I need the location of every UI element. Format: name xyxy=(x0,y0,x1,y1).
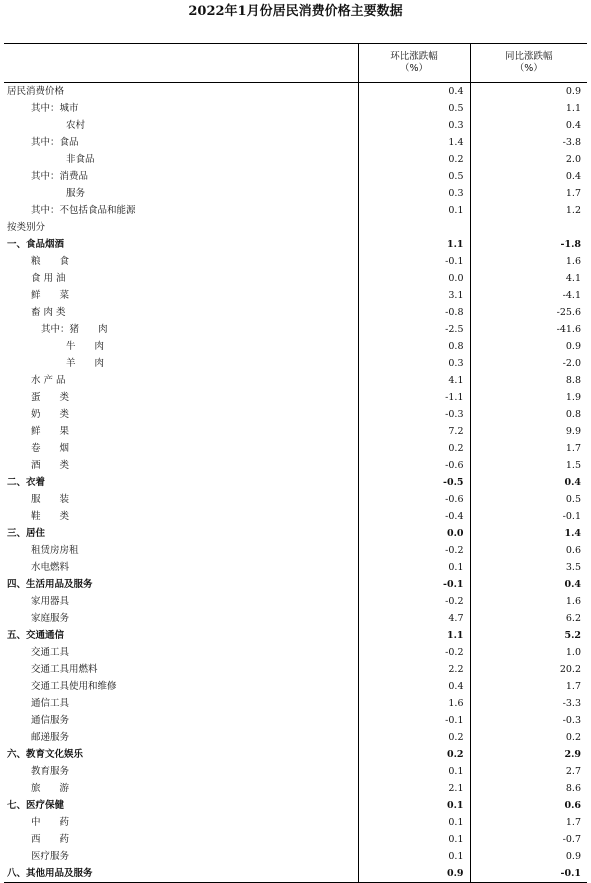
mom-value: -0.2 xyxy=(358,542,470,559)
mom-value: 4.7 xyxy=(358,610,470,627)
row-label: 服 装 xyxy=(31,494,70,505)
yoy-value: 0.6 xyxy=(470,542,587,559)
mom-column-header xyxy=(358,44,470,83)
table-row xyxy=(4,304,587,321)
mom-value: 4.1 xyxy=(358,372,470,389)
row-label: 食 用 油 xyxy=(31,273,66,284)
mom-value: 0.1 xyxy=(358,831,470,848)
yoy-value: 0.4 xyxy=(470,168,587,185)
row-label: 其中：食品 xyxy=(31,137,79,148)
yoy-value: 1.7 xyxy=(470,678,587,695)
mom-value: 0.1 xyxy=(358,202,470,219)
table-row xyxy=(4,746,587,763)
row-label: 通信服务 xyxy=(31,715,70,726)
mom-value: 0.8 xyxy=(358,338,470,355)
mom-value: -0.2 xyxy=(358,593,470,610)
yoy-value: 0.4 xyxy=(470,474,587,491)
mom-value: 0.2 xyxy=(358,440,470,457)
mom-value: -0.1 xyxy=(358,576,470,593)
mom-value: 0.2 xyxy=(358,151,470,168)
mom-value: 0.5 xyxy=(358,100,470,117)
mom-value: 0.3 xyxy=(358,185,470,202)
yoy-value: 8.6 xyxy=(470,780,587,797)
table-row xyxy=(4,219,587,236)
row-label: 蛋 类 xyxy=(31,392,70,403)
table-row xyxy=(4,457,587,474)
yoy-value: 2.9 xyxy=(470,746,587,763)
row-label: 鲜 菜 xyxy=(31,290,70,301)
mom-value: 3.1 xyxy=(358,287,470,304)
table-row xyxy=(4,525,587,542)
row-label: 牛 肉 xyxy=(66,341,105,352)
mom-value: 0.2 xyxy=(358,746,470,763)
row-label: 酒 类 xyxy=(31,460,70,471)
table-row xyxy=(4,134,587,151)
table-row xyxy=(4,763,587,780)
row-label: 卷 烟 xyxy=(31,443,70,454)
item-column-header xyxy=(4,44,358,83)
table-row xyxy=(4,508,587,525)
row-label: 其中：消费品 xyxy=(31,171,89,182)
table-row xyxy=(4,576,587,593)
yoy-value: 0.9 xyxy=(470,338,587,355)
cpi-data-table xyxy=(4,43,587,883)
yoy-value: 0.4 xyxy=(470,117,587,134)
table-row xyxy=(4,491,587,508)
mom-value: 2.1 xyxy=(358,780,470,797)
yoy-value: 8.8 xyxy=(470,372,587,389)
yoy-value: 2.0 xyxy=(470,151,587,168)
table-row xyxy=(4,729,587,746)
yoy-value: 0.5 xyxy=(470,491,587,508)
row-label: 鞋 类 xyxy=(31,511,70,522)
table-header xyxy=(4,44,587,83)
header-row xyxy=(4,44,587,83)
row-label: 二、衣着 xyxy=(7,477,46,488)
table-row xyxy=(4,389,587,406)
mom-value: -1.1 xyxy=(358,389,470,406)
table-row xyxy=(4,848,587,865)
row-label: 租赁房房租 xyxy=(31,545,79,556)
mom-value: 7.2 xyxy=(358,423,470,440)
row-label: 水 产 品 xyxy=(31,375,66,386)
mom-value: 1.6 xyxy=(358,695,470,712)
row-label: 中 药 xyxy=(31,817,70,828)
row-label: 非食品 xyxy=(66,154,95,165)
yoy-value: -3.3 xyxy=(470,695,587,712)
yoy-value: -41.6 xyxy=(470,321,587,338)
row-label: 服务 xyxy=(66,188,86,199)
yoy-column-header xyxy=(470,44,587,83)
table-row xyxy=(4,542,587,559)
yoy-value: 1.5 xyxy=(470,457,587,474)
yoy-value xyxy=(470,219,587,236)
yoy-value: -25.6 xyxy=(470,304,587,321)
mom-value: -0.2 xyxy=(358,644,470,661)
row-label: 六、教育文化娱乐 xyxy=(7,749,84,760)
mom-value: 0.3 xyxy=(358,355,470,372)
table-row xyxy=(4,474,587,491)
table-row xyxy=(4,202,587,219)
yoy-value: -1.8 xyxy=(470,236,587,253)
yoy-value: 1.7 xyxy=(470,814,587,831)
table-row xyxy=(4,644,587,661)
yoy-value: 9.9 xyxy=(470,423,587,440)
mom-value: 0.5 xyxy=(358,168,470,185)
row-label: 交通工具使用和维修 xyxy=(31,681,117,692)
row-label: 居民消费价格 xyxy=(7,86,65,97)
row-label: 按类别分 xyxy=(7,222,46,233)
row-label: 家庭服务 xyxy=(31,613,70,624)
yoy-value: 20.2 xyxy=(470,661,587,678)
table-row xyxy=(4,253,587,270)
yoy-value: 1.1 xyxy=(470,100,587,117)
yoy-value: 1.0 xyxy=(470,644,587,661)
row-label: 四、生活用品及服务 xyxy=(7,579,93,590)
mom-value: 0.3 xyxy=(358,117,470,134)
row-label: 交通工具用燃料 xyxy=(31,664,98,675)
table-row xyxy=(4,100,587,117)
mom-value: 0.1 xyxy=(358,814,470,831)
row-label: 八、其他用品及服务 xyxy=(4,865,358,883)
table-row xyxy=(4,236,587,253)
table-row xyxy=(4,695,587,712)
yoy-value: 0.9 xyxy=(470,848,587,865)
table-row xyxy=(4,168,587,185)
row-label: 医疗服务 xyxy=(31,851,70,862)
yoy-value: -0.1 xyxy=(470,508,587,525)
table-row xyxy=(4,83,587,101)
row-label: 五、交通通信 xyxy=(7,630,65,641)
mom-value: 1.1 xyxy=(358,236,470,253)
mom-value: 0.0 xyxy=(358,525,470,542)
table-row xyxy=(4,678,587,695)
mom-header-label: 环比涨跌幅 xyxy=(390,51,438,62)
mom-value: -0.6 xyxy=(358,457,470,474)
row-label: 交通工具 xyxy=(31,647,70,658)
yoy-header-unit: （%） xyxy=(514,63,543,74)
row-label: 家用器具 xyxy=(31,596,70,607)
row-label: 西 药 xyxy=(31,834,70,845)
table-row xyxy=(4,831,587,848)
yoy-value: 3.5 xyxy=(470,559,587,576)
mom-value: 0.2 xyxy=(358,729,470,746)
yoy-value: 1.9 xyxy=(470,389,587,406)
mom-value: 1.1 xyxy=(358,627,470,644)
yoy-value: 1.2 xyxy=(470,202,587,219)
mom-value: 0.0 xyxy=(358,270,470,287)
table-row xyxy=(4,559,587,576)
mom-header-unit: （%） xyxy=(399,63,429,74)
yoy-value: 1.4 xyxy=(470,525,587,542)
table-row xyxy=(4,797,587,814)
mom-value: -0.4 xyxy=(358,508,470,525)
yoy-value: 0.8 xyxy=(470,406,587,423)
row-label: 旅 游 xyxy=(31,783,70,794)
mom-value: 0.4 xyxy=(358,678,470,695)
yoy-value: 5.2 xyxy=(470,627,587,644)
mom-value: -0.5 xyxy=(358,474,470,491)
yoy-value: -0.1 xyxy=(470,865,587,883)
yoy-value: 2.7 xyxy=(470,763,587,780)
table-row xyxy=(4,661,587,678)
table-body xyxy=(4,83,587,883)
mom-value: 0.9 xyxy=(358,865,470,883)
table-row xyxy=(4,780,587,797)
row-label: 其中：城市 xyxy=(31,103,79,114)
yoy-value: -0.7 xyxy=(470,831,587,848)
mom-value: -2.5 xyxy=(358,321,470,338)
table-row xyxy=(4,287,587,304)
row-label: 羊 肉 xyxy=(66,358,105,369)
yoy-value: -3.8 xyxy=(470,134,587,151)
yoy-value: 0.2 xyxy=(470,729,587,746)
row-label: 粮 食 xyxy=(31,256,70,267)
row-label: 教育服务 xyxy=(31,766,70,777)
table-row xyxy=(4,423,587,440)
mom-value: 0.4 xyxy=(358,83,470,101)
row-label: 三、居住 xyxy=(7,528,46,539)
mom-value: -0.1 xyxy=(358,712,470,729)
yoy-value: 0.4 xyxy=(470,576,587,593)
table-row xyxy=(4,151,587,168)
row-label: 七、医疗保健 xyxy=(7,800,65,811)
yoy-value: 4.1 xyxy=(470,270,587,287)
table-row xyxy=(4,321,587,338)
yoy-value: -2.0 xyxy=(470,355,587,372)
row-label: 其中：不包括食品和能源 xyxy=(31,205,136,216)
mom-value: -0.8 xyxy=(358,304,470,321)
row-label: 邮递服务 xyxy=(31,732,70,743)
yoy-value: 6.2 xyxy=(470,610,587,627)
table-row xyxy=(4,712,587,729)
table-row xyxy=(4,865,587,883)
table-row xyxy=(4,338,587,355)
mom-value: -0.3 xyxy=(358,406,470,423)
row-label: 农村 xyxy=(66,120,86,131)
row-label: 畜 肉 类 xyxy=(31,307,66,318)
yoy-value: 1.7 xyxy=(470,440,587,457)
row-label: 一、食品烟酒 xyxy=(7,239,65,250)
table-row xyxy=(4,372,587,389)
yoy-value: 0.6 xyxy=(470,797,587,814)
row-label: 其中：猪 肉 xyxy=(41,324,108,335)
table-row xyxy=(4,610,587,627)
yoy-value: 1.6 xyxy=(470,593,587,610)
row-label: 鲜 果 xyxy=(31,426,70,437)
table-row xyxy=(4,406,587,423)
yoy-header-label: 同比涨跌幅 xyxy=(504,51,553,62)
row-label: 通信工具 xyxy=(31,698,70,709)
mom-value: -0.1 xyxy=(358,253,470,270)
table-row xyxy=(4,117,587,134)
table-row xyxy=(4,270,587,287)
row-label: 水电燃料 xyxy=(31,562,70,573)
mom-value: -0.6 xyxy=(358,491,470,508)
table-row xyxy=(4,814,587,831)
yoy-value: 1.7 xyxy=(470,185,587,202)
table-row xyxy=(4,185,587,202)
row-label: 奶 类 xyxy=(31,409,70,420)
table-row xyxy=(4,627,587,644)
mom-value: 0.1 xyxy=(358,763,470,780)
yoy-value: 1.6 xyxy=(470,253,587,270)
mom-value xyxy=(358,219,470,236)
mom-value: 0.1 xyxy=(358,797,470,814)
table-row xyxy=(4,440,587,457)
yoy-value: -0.3 xyxy=(470,712,587,729)
mom-value: 2.2 xyxy=(358,661,470,678)
mom-value: 0.1 xyxy=(358,559,470,576)
yoy-value: -4.1 xyxy=(470,287,587,304)
table-row xyxy=(4,593,587,610)
document-title: 2022年1月份居民消费价格主要数据 xyxy=(188,4,403,19)
mom-value: 1.4 xyxy=(358,134,470,151)
table-row xyxy=(4,355,587,372)
mom-value: 0.1 xyxy=(358,848,470,865)
yoy-value: 0.9 xyxy=(470,83,587,101)
